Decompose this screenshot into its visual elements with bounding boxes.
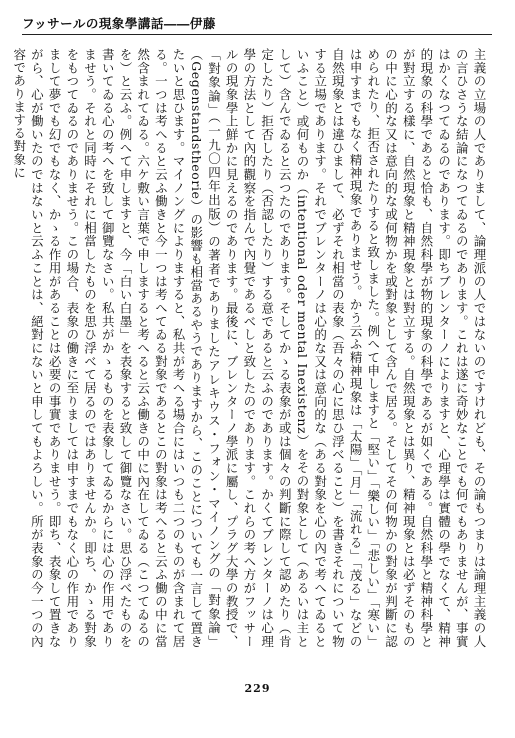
body-paragraph: 主義の立場の人でありまして、論理派の人ではないのですけれども、その論もつまりは論理主義の人の言ひさうな結論になつてゐるのであります。これは遂に奇妙なことでも何でもありませんが、事實はかくなつてゐるのであります。即ちブレンターノによりますと、心理學は實體の學でなくて、精神的現象の科學であると恰も、自然科學が物的現象の科學であるが如くである。自然科學と精神科學とが對立する樣に、自然現象と精神現象とは對立する。自然現象とは異り、精神現象とは必ずそのものの中に心的な又は意向的な或何物かを或對象として含んで居る。そしてその何物かの對象が判斷に認められたり、拒否されたりすると致しました。例へて申しますと「堅い」「樂しい」「悲しい」「寒い」は申すまでもなく精神現象でありませう。かう云ふ精神現象は「太陽」「月」「流れる」「茂る」などの自然現象とは違ひまして、必ずそれ相當の表象（吾々の心に思ひ浮べること）を書きそれについて物する立場であります。それでブレンターノは心的な又は意向的な（ある對象を心の內で考へてゐるといふこと）或何ものか（intentional oder mental Inexistenz）をその對象として（あるいは主として）含んでゐると云つたのであります。そしてかゝる表象が或は個々の判斷に際して認めたり（肯定したり）拒否したり（否認したり）する意であると云ふのであります。かくてブレンターノは心理學の方法として內的觀察を指んで內覺であるべしと致したのであります。これらの考へ方がフッサールの現象學上鮮かに見えるのであります。最後に、ブレンターノ學派に屬し、プラグ大學の教授で、「對象論」（一九〇四年出版）の著者でありましたアレキウス・フォン・マイノングの「對象論」（Gegenstandstheorie）の影響も相當あるやうでありますから、このことについても一言して置きたいと思ひます。マイノングによりますると、私共が考へる場合にはいつも二つのものが含まれて居る。一つは考へると云ふ働きと今一つは考へてゐる對象であるとこの對象は考へると云ふ働の中に當然含まれてゐる。六ケ敷い言葉で申しますると考へると云ふ働きの中に內在してゐる（こつてゐるのを）と云ふ。例へて申しますと、今「白い白墨」を表象すると致して御覽なさい。思ひ浮べたものを書いてゐる心の考へを致して御覽なさい。私共がかゝるものを表象してゐるからには心の作用でありませう。それと同時にそれに相當したものを思ひ浮べて居るのではありませんか。即ち、かゝる對象をもつてゐるのでありませう。この場合、表象の働きに至りましては申すまでもなく心の作用でありまして夢でも幻でもなく、かゝる作用があることは必要の事實でありませう。即ち、表象して置きながら、心が働いたのではないと云ふことは、絕對にないと申してもよろしい。所が表象の今一つの內容でありまする對象に xyxy=(11,48,487,648)
page-number: 229 xyxy=(244,682,271,695)
running-header xyxy=(22,10,492,36)
running-title: フッサールの現象學講話――伊藤 xyxy=(22,16,216,31)
vertical-body-text xyxy=(11,48,488,648)
header-rule xyxy=(22,34,492,35)
